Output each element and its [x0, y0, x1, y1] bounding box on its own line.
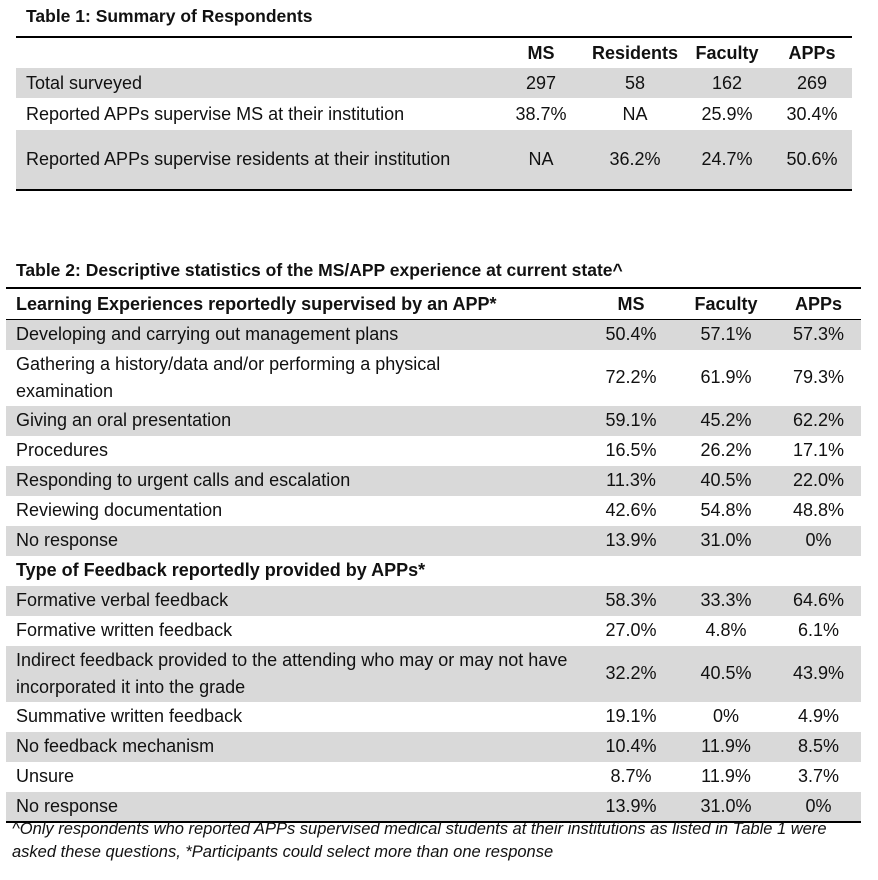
cell-value: 40.5% — [700, 470, 752, 490]
cell-value: 50.4% — [605, 324, 657, 345]
row-label: Reviewing documentation — [16, 500, 223, 520]
table-row — [6, 436, 861, 466]
row-label: Reported APPs supervise residents at their institution — [26, 149, 451, 169]
table2-col-header: MS — [586, 288, 676, 320]
table-row — [6, 702, 861, 732]
table-row — [6, 496, 861, 526]
row-label: Reported APPs supervise MS at their institution — [26, 103, 405, 124]
cell-value: 57.3% — [792, 324, 845, 345]
row-label: Responding to urgent calls and escalation — [16, 470, 351, 490]
table-row — [6, 732, 861, 762]
cell-value: 45.2% — [700, 410, 752, 430]
cell-value: 59.1% — [605, 410, 657, 430]
cell-value: 24.7% — [701, 149, 753, 169]
cell-value: 4.8% — [705, 620, 747, 640]
table-row — [6, 762, 861, 792]
table-row — [6, 646, 861, 702]
cell-value: 13.9% — [605, 795, 657, 816]
cell-value: NA — [622, 103, 648, 124]
table1-title: Table 1: Summary of Respondents — [26, 6, 313, 26]
cell-value: 0% — [805, 795, 832, 816]
table2-col-header: Faculty — [676, 288, 776, 320]
cell-value: 27.0% — [605, 620, 657, 640]
table2-col-header: APPs — [776, 288, 861, 320]
table-row — [6, 792, 861, 822]
cell-value: 11.9% — [701, 766, 751, 786]
cell-value: 58 — [624, 72, 646, 93]
table-row — [16, 130, 852, 190]
cell-value: 6.1% — [797, 620, 840, 640]
cell-value: 16.5% — [605, 440, 657, 460]
cell-value: 17.1% — [792, 440, 845, 460]
cell-value: 13.9% — [605, 530, 657, 550]
cell-value: 8.7% — [610, 766, 652, 786]
table-row — [6, 586, 861, 616]
cell-value: 30.4% — [786, 103, 838, 124]
cell-value: 0% — [712, 706, 739, 726]
cell-value: 0% — [805, 530, 832, 550]
cell-value: NA — [528, 149, 554, 169]
row-label: Giving an oral presentation — [16, 410, 232, 430]
cell-value: 62.2% — [792, 410, 845, 430]
cell-value: 61.9% — [700, 367, 752, 387]
cell-value: 79.3% — [792, 367, 845, 387]
cell-value: 58.3% — [605, 590, 657, 610]
table1-col-header: APPs — [788, 42, 836, 63]
row-label: Formative verbal feedback — [16, 590, 229, 610]
table-row — [6, 406, 861, 436]
cell-value: 48.8% — [792, 500, 845, 520]
cell-value: 33.3% — [700, 590, 752, 610]
row-label: Gathering a history/data and/or performing a physical examination — [16, 353, 441, 401]
row-label: No response — [16, 795, 119, 816]
table1-header-blank — [16, 37, 494, 68]
table2 — [6, 287, 861, 823]
row-label: No response — [16, 530, 119, 550]
cell-value: 269 — [796, 72, 828, 93]
cell-value: 297 — [525, 72, 557, 93]
cell-value: 32.2% — [605, 663, 657, 683]
row-label: Total surveyed — [26, 72, 143, 93]
section-header: Type of Feedback reportedly provided by APPs* — [16, 560, 426, 580]
cell-value: 64.6% — [792, 590, 845, 610]
cell-value: 4.9% — [797, 706, 840, 726]
row-label: No feedback mechanism — [16, 736, 215, 756]
table1-header-row — [16, 37, 852, 68]
cell-value: 38.7% — [515, 103, 567, 124]
table1-col-header: Residents — [591, 42, 679, 63]
cell-value: 31.0% — [700, 795, 752, 816]
footnote: ^Only respondents who reported APPs supervised medical students at their institutions as listed in Table 1 were asked these questions, *Participants could select more than one response — [12, 820, 827, 861]
cell-value: 42.6% — [605, 500, 657, 520]
table-row — [6, 526, 861, 556]
table2-title: Table 2: Descriptive statistics of the MS/APP experience at current state^ — [16, 260, 623, 280]
row-label: Summative written feedback — [16, 706, 243, 726]
cell-value: 22.0% — [792, 470, 845, 490]
cell-value: 11.9% — [701, 736, 751, 756]
cell-value: 8.5% — [797, 736, 840, 756]
cell-value: 10.4% — [605, 736, 657, 756]
cell-value: 43.9% — [792, 663, 845, 683]
row-label: Procedures — [16, 440, 109, 460]
row-label: Developing and carrying out management plans — [16, 324, 399, 345]
table-row — [16, 98, 852, 130]
section-header-row — [6, 556, 861, 586]
row-label: Indirect feedback provided to the attending who may or may not have incorporated it into the grade — [16, 649, 568, 697]
table-row — [16, 68, 852, 98]
cell-value: 57.1% — [700, 324, 752, 345]
cell-value: 11.3% — [606, 470, 656, 490]
cell-value: 25.9% — [701, 103, 753, 124]
table-row — [6, 616, 861, 646]
cell-value: 26.2% — [700, 440, 752, 460]
cell-value: 72.2% — [605, 367, 657, 387]
section-header: Learning Experiences reportedly supervised by an APP* — [6, 288, 586, 320]
cell-value: 36.2% — [609, 149, 661, 169]
cell-value: 162 — [711, 72, 743, 93]
table-row — [6, 350, 861, 406]
table1 — [16, 36, 852, 191]
cell-value: 3.7% — [797, 766, 840, 786]
cell-value: 54.8% — [700, 500, 752, 520]
cell-value: 31.0% — [700, 530, 752, 550]
row-label: Formative written feedback — [16, 620, 233, 640]
cell-value: 19.1% — [605, 706, 657, 726]
table1-col-header: Faculty — [695, 42, 759, 63]
table-row — [6, 320, 861, 350]
cell-value: 40.5% — [700, 663, 752, 683]
table2-header-row — [6, 288, 861, 320]
table1-col-header: MS — [527, 42, 555, 63]
table-row — [6, 466, 861, 496]
cell-value: 50.6% — [786, 149, 838, 169]
row-label: Unsure — [16, 766, 75, 786]
